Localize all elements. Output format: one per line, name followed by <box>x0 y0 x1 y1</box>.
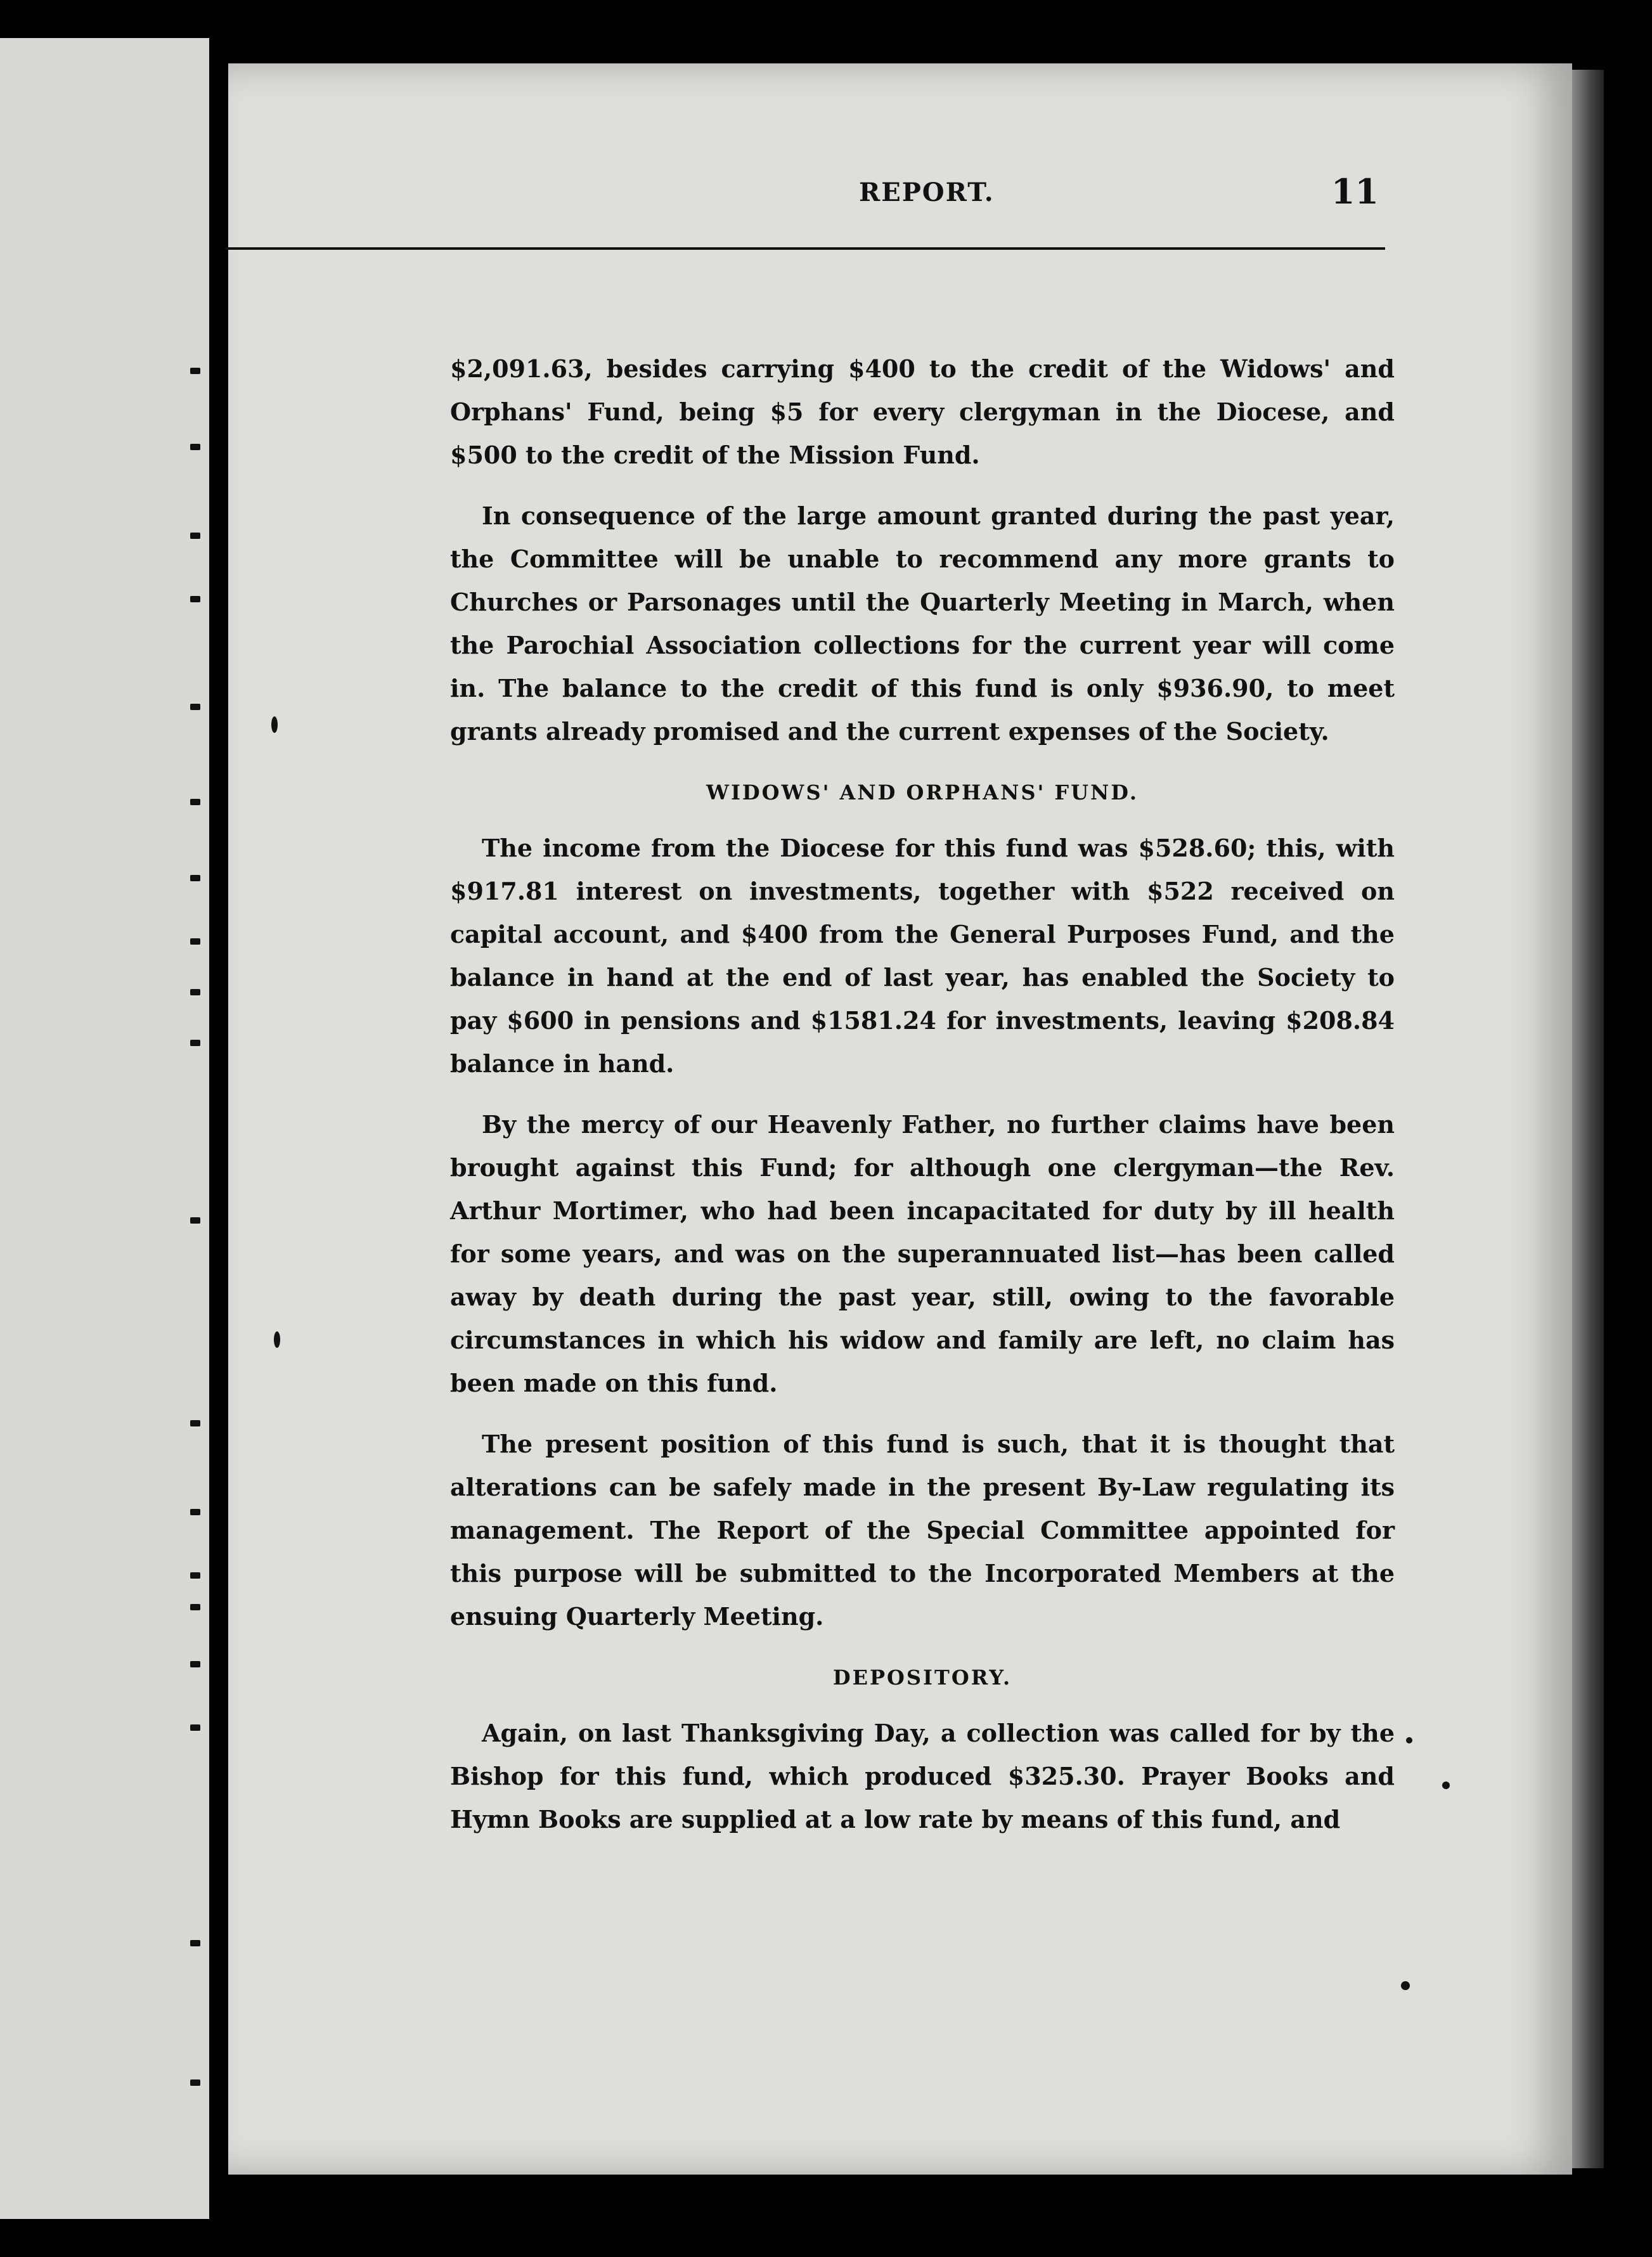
section-heading-widows-orphans-fund: WIDOWS' AND ORPHANS' FUND. <box>706 780 1139 805</box>
section-heading-depository: DEPOSITORY. <box>832 1665 1012 1690</box>
paragraph-widows-claims: By the mercy of our Heavenly Father, no further claims have been brought against this Fund; for although one clergyman—the Rev. Arthur Mortimer, who had been incapacitated for duty by ill health for some years, and was on the superannuated list—has been called away by death during the past year, still, owing to the favorable circumstances in which his widow and family are left, no claim has been made on this fund. <box>450 1110 1395 1397</box>
body-text <box>450 347 1395 1859</box>
header-rule <box>225 247 1385 250</box>
paragraph-widows-bylaw: The present position of this fund is such, that it is thought that alterations can be safely made in the present By-Law regulating its management. The Report of the Special Committee appointed for this purpose will be submitted to the Incorporated Members at the ensuing Quarterly Meeting. <box>450 1430 1395 1631</box>
page-edge-shadow <box>1572 70 1604 2168</box>
book-gutter <box>209 0 228 2257</box>
running-head: REPORT. <box>859 178 995 207</box>
paragraph-widows-income: The income from the Diocese for this fund was $528.60; this, with $917.81 interest on investments, together with $522 received on capital account, and $400 from the General Purposes Fund, and the balance in hand at the end of last year, has enabled the Society to pay $600 in pensions and $1581.24 for investments, leaving $208.84 balance in hand. <box>450 834 1395 1078</box>
page-number: 11 <box>1331 171 1379 212</box>
page-header <box>225 171 1385 266</box>
paragraph-general-fund-continued: $2,091.63, besides carrying $400 to the credit of the Widows' and Orphans' Fund, being $5 for every clergyman in the Diocese, and $500 to the credit of the Mission Fund. <box>450 354 1395 469</box>
paragraph-committee-grants: In consequence of the large amount granted during the past year, the Committee will be unable to recommend any more grants to Churches or Parsonages until the Quarterly Meeting in March, when the Parochial Association collections for the current year will come in. The balance to the credit of this fund is only $936.90, to meet grants already promised and the current expenses of the Society. <box>450 501 1395 746</box>
facing-page-edge <box>0 38 209 2219</box>
paragraph-depository-collection: Again, on last Thanksgiving Day, a collection was called for by the Bishop for this fund, which produced $325.30. Prayer Books and Hymn Books are supplied at a low rate by means of this fund, and <box>450 1719 1395 1833</box>
